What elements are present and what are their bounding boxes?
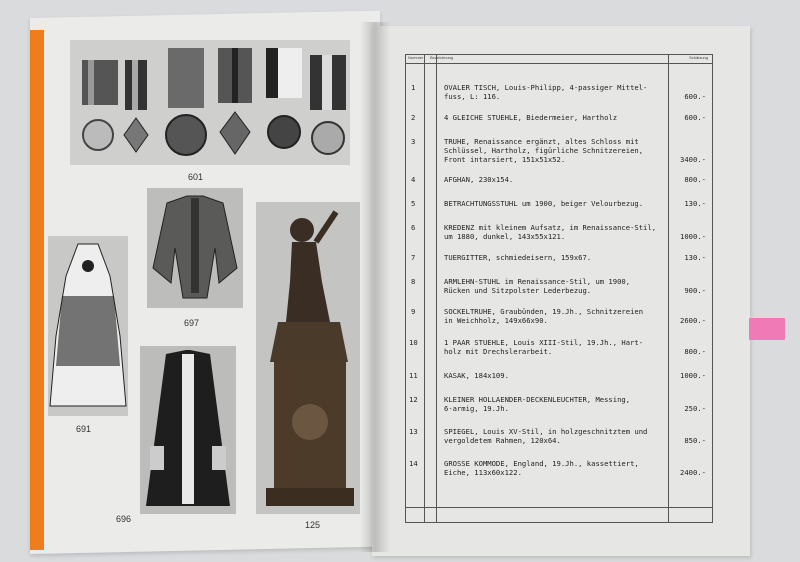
column-rule <box>424 55 425 522</box>
lot-estimate: 130.- <box>684 199 706 208</box>
caption-697: 697 <box>184 318 200 328</box>
header-estimate: Schätzung <box>689 55 708 60</box>
lot-estimate: 1000.- <box>680 371 706 380</box>
lot-description: 1 PAAR STUEHLE, Louis XIII-Stil, 19.Jh., Hart- holz mit Drechslerarbeit. <box>444 338 644 356</box>
lot-estimate: 600.- <box>684 92 706 101</box>
lot-estimate: 2400.- <box>680 468 706 477</box>
lot-estimate: 800.- <box>684 175 706 184</box>
lot-description: OVALER TISCH, Louis-Philipp, 4-passiger Mittel- fuss, L: 116. <box>444 83 648 101</box>
lot-description: BETRACHTUNGSSTUHL um 1900, beiger Velourbezug. <box>444 199 644 208</box>
pink-bookmark-tab <box>749 318 785 340</box>
lot-number: 3 <box>411 137 416 146</box>
lot-estimate: 600.- <box>684 113 706 122</box>
dress-photo <box>48 236 128 416</box>
lot-estimate: 800.- <box>684 347 706 356</box>
lot-number: 13 <box>409 427 418 436</box>
caption-601: 601 <box>188 172 204 182</box>
lot-description: 4 GLEICHE STUEHLE, Biedermeier, Hartholz <box>444 113 618 122</box>
lot-number: 1 <box>411 83 416 92</box>
coat-photo <box>140 346 236 514</box>
caption-125: 125 <box>305 520 321 530</box>
lot-description: KLEINER HOLLAENDER-DECKENLEUCHTER, Messing, 6-armig, 19.Jh. <box>444 395 631 413</box>
caption-691: 691 <box>76 424 92 434</box>
sculpture-photo <box>256 202 360 514</box>
lot-number: 6 <box>411 223 416 232</box>
header-number: Nummer <box>408 55 424 60</box>
lot-number: 10 <box>409 338 418 347</box>
lot-description: ARMLEHN-STUHL im Renaissance-Stil, um 1900, Rücken und Sitzpolster Lederbezug. <box>444 277 631 295</box>
lot-number: 12 <box>409 395 418 404</box>
lot-description: SOCKELTRUHE, Graubünden, 19.Jh., Schnitzereien in Weichholz, 149x66x90. <box>444 307 644 325</box>
lot-number: 11 <box>409 371 418 380</box>
orange-cover-edge <box>30 30 44 550</box>
lot-estimate: 2600.- <box>680 316 706 325</box>
lot-description: TUERGITTER, schmiedeisern, 159x67. <box>444 253 592 262</box>
lot-description: TRUHE, Renaissance ergänzt, altes Schloss mit Schlüssel, Hartholz, figürliche Schnitzereien, Front intarsiert, 151x51x52. <box>444 137 644 164</box>
lot-number: 4 <box>411 175 416 184</box>
lot-description: GROSSE KOMMODE, England, 19.Jh., kassettiert, Eiche, 113x60x122. <box>444 459 639 477</box>
footer-rule <box>406 507 712 508</box>
lot-number: 8 <box>411 277 416 286</box>
lot-estimate: 900.- <box>684 286 706 295</box>
lot-number: 14 <box>409 459 418 468</box>
lot-estimate: 3400.- <box>680 155 706 164</box>
lot-description: KREDENZ mit kleinem Aufsatz, im Renaissance-Stil, um 1880, dunkel, 143x55x121. <box>444 223 657 241</box>
medals-photo <box>70 40 350 165</box>
lot-description: KASAK, 184x109. <box>444 371 509 380</box>
medals-illustration <box>70 40 350 165</box>
header-rule <box>406 63 712 64</box>
bolero-jacket-photo <box>147 188 243 308</box>
spine-shadow <box>360 22 390 552</box>
lot-estimate: 130.- <box>684 253 706 262</box>
lot-number: 5 <box>411 199 416 208</box>
lot-number: 9 <box>411 307 416 316</box>
lot-description: AFGHAN, 230x154. <box>444 175 514 184</box>
lot-estimate: 850.- <box>684 436 706 445</box>
caption-696: 696 <box>116 514 132 524</box>
column-rule <box>436 55 437 522</box>
lot-description: SPIEGEL, Louis XV-Stil, in holzgeschnitztem und vergoldetem Rahmen, 120x64. <box>444 427 648 445</box>
lot-estimate: 1000.- <box>680 232 706 241</box>
lot-number: 2 <box>411 113 416 122</box>
catalog-table <box>405 54 713 523</box>
lot-estimate: 250.- <box>684 404 706 413</box>
lot-number: 7 <box>411 253 416 262</box>
header-description: Bezeichnung <box>430 55 454 60</box>
